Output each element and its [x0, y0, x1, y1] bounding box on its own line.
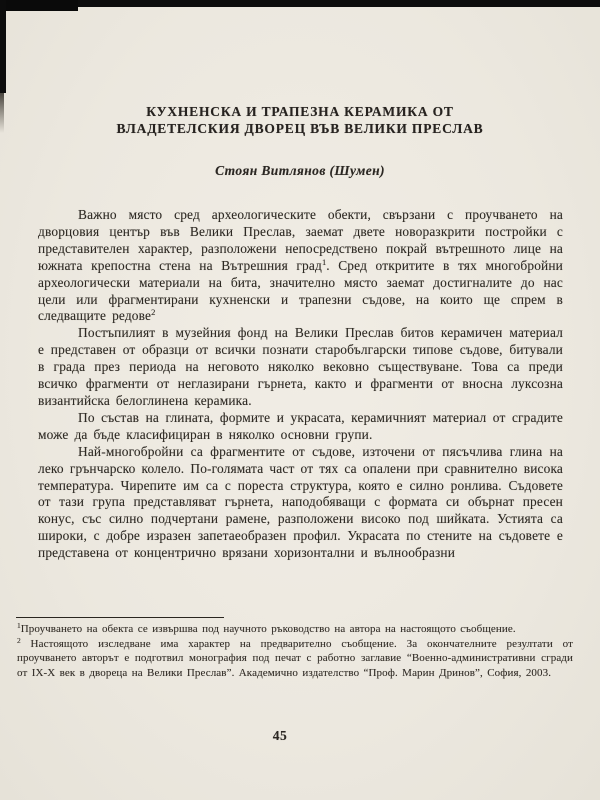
paragraph-3: По състав на глината, формите и украсата, керамичният материал от сградите може да бъде класифициран в няколко основни групи. — [38, 409, 563, 442]
footnote-1 — [17, 622, 573, 637]
scan-left-border — [0, 0, 6, 93]
scan-left-border-fade — [0, 93, 4, 133]
scan-top-border — [0, 0, 600, 7]
footnote-1-text: Проучването на обекта се извършва под научното ръководство на автора на настоящото съобщение. — [20, 623, 516, 635]
paragraph-4: Най-многобройни са фрагментите от съдове, източени от пясъчлива глина на леко грънчарско колело. По-голямата част от тях са опалени при сравнително висока температура. Чирепите им са с пореста структура, която е силно ронлива. Съдовете от тази група представляват гърнета, наподобяващи с формата си обърнат пресен конус, със силно подчертани рамене, разположени високо под шийката. Устията са широки, с добре изразен запетаеобразен профил. Украсата по стените на съдовете е представена от концентрично врязани хоризонтални и вълнообразни — [38, 443, 563, 561]
paragraph-1-text-cont: . Сред откритите в тях многобройни археологически материали на бита, значително място заемат достигналите до нас цели или фрагментирани кухненски и трапезни съдове, на които ще спрем в следващите редове — [38, 257, 563, 324]
footnote-ref-2: 2 — [151, 307, 156, 318]
footnote-2-marker: 2 — [17, 635, 21, 645]
article-body — [38, 207, 563, 562]
paragraph-1-text: Важно място сред археологическите обекти, свързани с проучването на дворцовия център във Велики Преслав, заемат двете новоразкрити постройки с представителен характер, разположени непосредствено покрай вътрешното лице на южната крепостна стена на Вътрешния град — [38, 207, 563, 273]
paragraph-2: Постъпилият в музейния фонд на Велики Преслав битов керамичен материал е представен от образци от всички познати старобългарски типове съдове, битували в града през периода на неговото няколко вековно съществуване. Това са преди всичко фрагменти от неглазирани гърнета, както и фрагменти от вносна луксозна византийска белоглинена керамика. — [38, 325, 563, 408]
page-number: 45 — [272, 728, 288, 743]
footnote-separator-rule — [16, 617, 224, 618]
author-byline: Стоян Витлянов (Шумен) — [215, 163, 385, 178]
footnote-ref-1: 1 — [321, 256, 327, 267]
article-title — [0, 0, 600, 137]
footnotes-section — [17, 622, 573, 680]
footnote-2 — [17, 637, 573, 681]
article-title-line-2: ВЛАДЕТЕЛСКИЯ ДВОРЕЦ ВЪВ ВЕЛИКИ ПРЕСЛАВ — [116, 121, 484, 136]
scan-top-left-corner-mark — [0, 0, 78, 11]
footnote-1-marker: 1 — [17, 621, 21, 630]
article-title-line-1: КУХНЕНСКА И ТРАПЕЗНА КЕРАМИКА ОТ — [146, 104, 454, 119]
paragraph-1 — [38, 207, 563, 325]
footnote-2-text: Настоящото изследване има характер на предварително съобщение. За окончателните резултати от проучването авторът е подготвил монография под печат с работно заглавие “Военно-административни сгради от IX-X век в двореца на Велики Преслав”. Академично издателство “Проф. Марин Дринов”, София, 2003. — [17, 637, 573, 679]
